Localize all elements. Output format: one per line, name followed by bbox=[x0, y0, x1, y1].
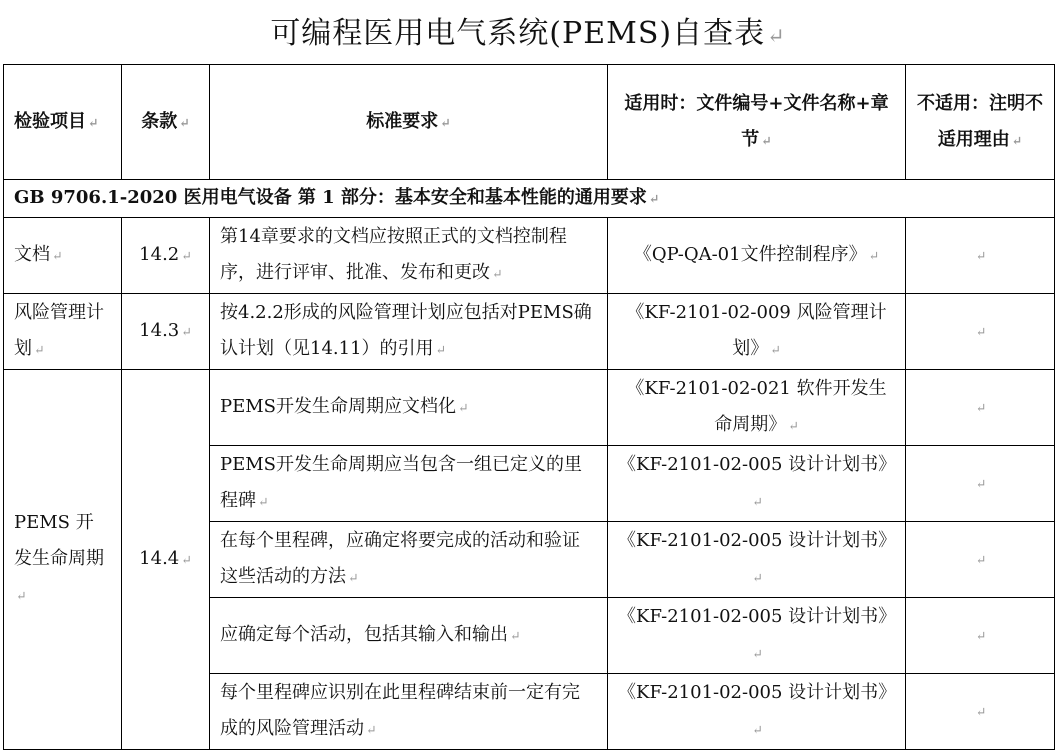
page-title bbox=[0, 10, 1056, 58]
row-document: 《KF-2101-02-005 设计计划书》↵ bbox=[608, 674, 906, 750]
row-na: ↵ bbox=[906, 674, 1055, 750]
section-row bbox=[4, 180, 1055, 218]
section-title: GB 9706.1-2020 医用电气设备 第 1 部分：基本安全和基本性能的通用要求 ↵ bbox=[4, 180, 1055, 218]
header-requirement: 标准要求 ↵ bbox=[210, 65, 608, 180]
table-row bbox=[4, 294, 1055, 370]
table-row bbox=[4, 218, 1055, 294]
row-na: ↵ bbox=[906, 522, 1055, 598]
row-requirement: 每个里程碑应识别在此里程碑结束前一定有完成的风险管理活动 ↵ bbox=[210, 674, 608, 750]
row-na: ↵ bbox=[906, 370, 1055, 446]
row-na: ↵ bbox=[906, 446, 1055, 522]
table-row bbox=[4, 370, 1055, 446]
row-requirement: 第14章要求的文档应按照正式的文档控制程序，进行评审、批准、发布和更改 ↵ bbox=[210, 218, 608, 294]
row-document: 《KF-2101-02-005 设计计划书》↵ bbox=[608, 522, 906, 598]
group-clause: 14.4 ↵ bbox=[122, 370, 210, 750]
header-clause: 条款 ↵ bbox=[122, 65, 210, 180]
row-clause: 14.3 ↵ bbox=[122, 294, 210, 370]
row-requirement: 应确定每个活动，包括其输入和输出 ↵ bbox=[210, 598, 608, 674]
row-document: 《QP-QA-01文件控制程序》 ↵ bbox=[608, 218, 906, 294]
header-not-applicable: 不适用：注明不适用理由 ↵ bbox=[906, 65, 1055, 180]
row-na: ↵ bbox=[906, 598, 1055, 674]
row-clause: 14.2 ↵ bbox=[122, 218, 210, 294]
row-requirement: 在每个里程碑，应确定将要完成的活动和验证这些活动的方法 ↵ bbox=[210, 522, 608, 598]
header-row bbox=[4, 65, 1055, 180]
row-item: 风险管理计划 ↵ bbox=[4, 294, 122, 370]
row-requirement: 按4.2.2形成的风险管理计划应包括对PEMS确认计划（见14.11）的引用 ↵ bbox=[210, 294, 608, 370]
row-document: 《KF-2101-02-021 软件开发生命周期》 ↵ bbox=[608, 370, 906, 446]
row-requirement: PEMS开发生命周期应当包含一组已定义的里程碑 ↵ bbox=[210, 446, 608, 522]
header-item: 检验项目 ↵ bbox=[4, 65, 122, 180]
header-applicable: 适用时：文件编号+文件名称+章节 ↵ bbox=[608, 65, 906, 180]
row-document: 《KF-2101-02-005 设计计划书》↵ bbox=[608, 446, 906, 522]
group-item: PEMS 开发生命周期↵ bbox=[4, 370, 122, 750]
row-na: ↵ bbox=[906, 294, 1055, 370]
row-document: 《KF-2101-02-009 风险管理计划》 ↵ bbox=[608, 294, 906, 370]
row-na: ↵ bbox=[906, 218, 1055, 294]
row-document: 《KF-2101-02-005 设计计划书》↵ bbox=[608, 598, 906, 674]
row-item: 文档 ↵ bbox=[4, 218, 122, 294]
paragraph-mark-icon: ↵ bbox=[767, 24, 786, 48]
title-text: 可编程医用电气系统(PEMS)自查表 bbox=[270, 16, 766, 51]
row-requirement: PEMS开发生命周期应文档化 ↵ bbox=[210, 370, 608, 446]
checklist-table bbox=[3, 64, 1055, 750]
